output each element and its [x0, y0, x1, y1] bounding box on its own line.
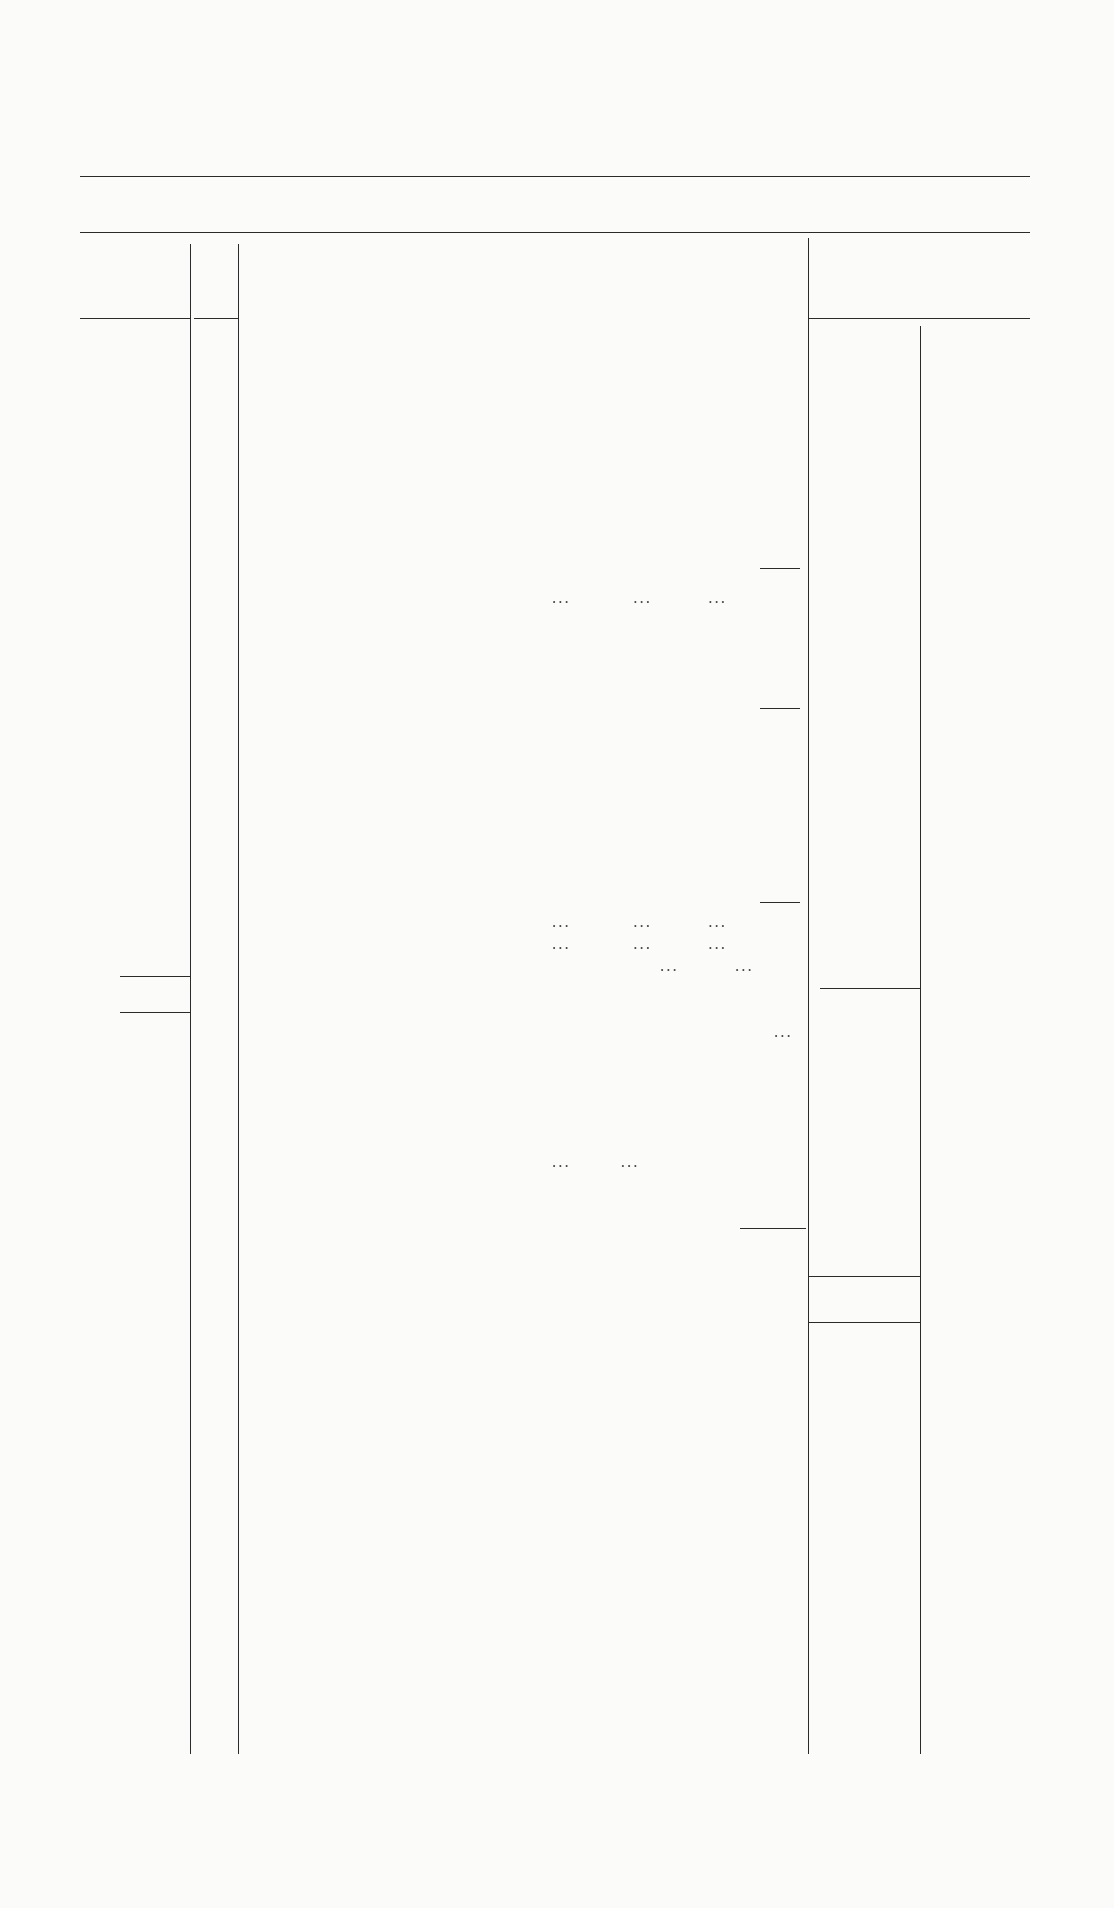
item-column-rule	[238, 244, 239, 1754]
total-column-rule	[920, 326, 921, 1754]
table-top-rule	[80, 232, 1030, 233]
persons-column-rule	[190, 244, 191, 1754]
leader-dots: ... ... ...	[552, 588, 727, 607]
amount-column-rule	[808, 238, 809, 1754]
